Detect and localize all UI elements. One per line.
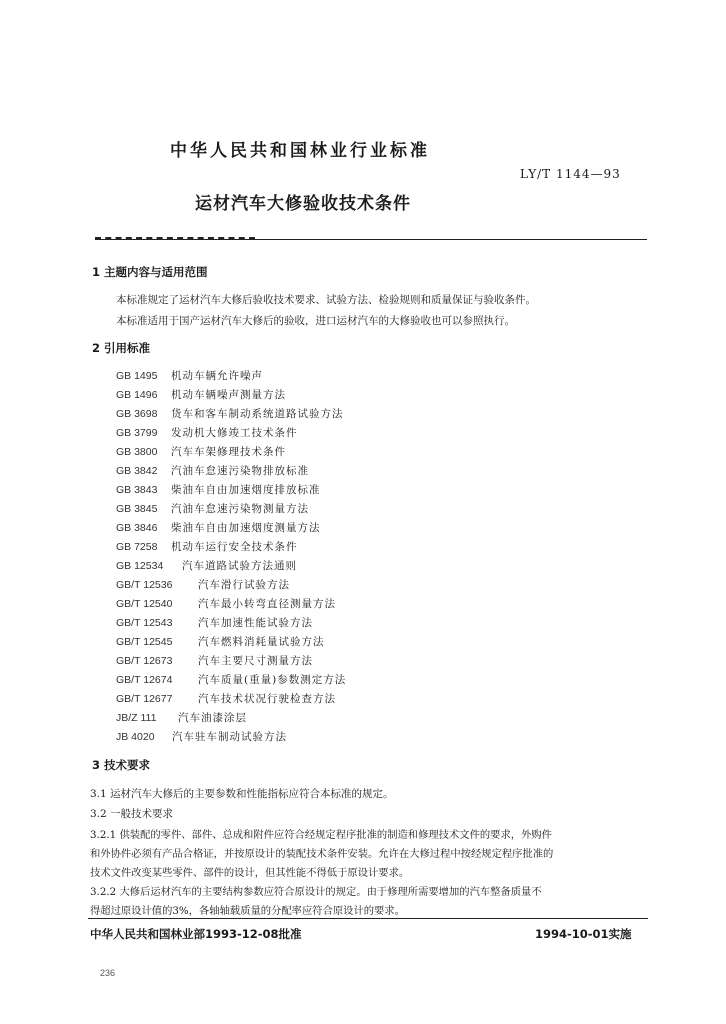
reference-item: [116, 539, 298, 554]
reference-item: [116, 653, 313, 668]
reference-name: 机动车运行安全技术条件: [171, 541, 298, 553]
title-divider: [95, 239, 647, 240]
section-2-heading: 2 引用标准: [92, 341, 151, 355]
reference-code: GB 1496: [116, 389, 158, 401]
clause-3-2-1-line-3: 技术文件改变某些零件、部件的设计，但其性能不得低于原设计要求。: [90, 867, 410, 879]
reference-item: [116, 501, 309, 516]
reference-item: [116, 672, 346, 687]
reference-name: 汽车油漆涂层: [178, 712, 247, 724]
reference-code: GB 3843: [116, 484, 158, 496]
reference-item: [116, 615, 313, 630]
reference-code: JB/Z 111: [116, 712, 157, 724]
reference-name: 汽车道路试验方法通则: [182, 560, 297, 572]
reference-name: 汽车主要尺寸测量方法: [198, 655, 313, 667]
reference-item: [116, 387, 286, 402]
effective-date: 1994-10-01实施: [535, 927, 632, 941]
reference-item: [116, 482, 321, 497]
reference-item: [116, 558, 297, 573]
section-1-heading: 1 主题内容与适用范围: [92, 265, 208, 279]
standard-title: 中华人民共和国林业行业标准: [170, 141, 430, 161]
reference-item: [116, 634, 325, 649]
reference-name: 汽油车怠速污染物测量方法: [171, 503, 309, 515]
reference-name: 柴油车自由加速烟度测量方法: [171, 522, 321, 534]
reference-item: [116, 577, 290, 592]
section-3-heading: 3 技术要求: [92, 758, 151, 772]
reference-code: GB/T 12543: [116, 617, 173, 629]
clause-3-2: 3.2 一般技术要求: [90, 808, 174, 820]
section-1-paragraph-1: 本标准规定了运材汽车大修后验收技术要求、试验方法、检验规则和质量保证与验收条件。: [116, 294, 536, 306]
page-number: 236: [100, 968, 116, 978]
reference-name: 机动车辆允许噪声: [171, 370, 263, 382]
reference-name: 汽油车怠速污染物排放标准: [171, 465, 309, 477]
reference-code: JB 4020: [116, 731, 155, 743]
reference-item: [116, 729, 287, 744]
reference-code: GB/T 12536: [116, 579, 173, 591]
clause-3-2-2-line-1: 3.2.2 大修后运材汽车的主要结构参数应符合原设计的规定。由于修理所需要增加的汽车整备质量不: [90, 886, 542, 898]
reference-code: GB 12534: [116, 560, 164, 572]
reference-code: GB/T 12677: [116, 693, 173, 705]
reference-code: GB 3845: [116, 503, 158, 515]
reference-code: GB/T 12540: [116, 598, 173, 610]
clause-3-2-1-line-1: 3.2.1 供装配的零件、部件、总成和附件应符合经规定程序批准的制造和修理技术文件的要求，外购件: [90, 829, 552, 841]
reference-name: 柴油车自由加速烟度排放标准: [171, 484, 321, 496]
footer-divider: [88, 918, 648, 919]
section-1-paragraph-2: 本标准适用于国产运材汽车大修后的验收，进口运材汽车的大修验收也可以参照执行。: [116, 315, 515, 327]
reference-name: 货车和客车制动系统道路试验方法: [171, 408, 344, 420]
reference-code: GB 3846: [116, 522, 158, 534]
reference-item: [116, 425, 298, 440]
reference-name: 发动机大修竣工技术条件: [171, 427, 298, 439]
standard-code: LY/T 1144—93: [520, 167, 621, 181]
reference-name: 汽车驻车制动试验方法: [172, 731, 287, 743]
reference-name: 汽车车架修理技术条件: [171, 446, 286, 458]
reference-code: GB 1495: [116, 370, 158, 382]
reference-code: GB 3799: [116, 427, 158, 439]
clause-3-2-1-line-2: 和外协件必须有产品合格证，并按原设计的装配技术条件安装。允许在大修过程中按经规定程序批准的: [90, 848, 554, 860]
reference-item: [116, 368, 263, 383]
reference-code: GB 3800: [116, 446, 158, 458]
reference-code: GB/T 12674: [116, 674, 173, 686]
reference-item: [116, 406, 344, 421]
reference-name: 汽车技术状况行驶检查方法: [198, 693, 336, 705]
reference-name: 汽车最小转弯直径测量方法: [198, 598, 336, 610]
reference-code: GB/T 12673: [116, 655, 173, 667]
reference-name: 汽车加速性能试验方法: [198, 617, 313, 629]
document-title: 运材汽车大修验收技术条件: [195, 194, 411, 214]
reference-item: [116, 444, 286, 459]
reference-code: GB 3842: [116, 465, 158, 477]
reference-code: GB/T 12545: [116, 636, 173, 648]
reference-name: 汽车滑行试验方法: [198, 579, 290, 591]
approval-date: 中华人民共和国林业部1993-12-08批准: [90, 927, 302, 941]
reference-code: GB 7258: [116, 541, 158, 553]
reference-item: [116, 691, 336, 706]
reference-item: [116, 710, 247, 725]
reference-name: 汽车质量(重量)参数测定方法: [198, 674, 347, 686]
reference-item: [116, 596, 336, 611]
clause-3-2-2-line-2: 得超过原设计值的3%，各轴轴载质量的分配率应符合原设计的要求。: [90, 905, 405, 917]
reference-item: [116, 463, 309, 478]
reference-name: 汽车燃料消耗量试验方法: [198, 636, 325, 648]
reference-code: GB 3698: [116, 408, 158, 420]
clause-3-1: 3.1 运材汽车大修后的主要参数和性能指标应符合本标准的规定。: [90, 788, 394, 800]
reference-item: [116, 520, 321, 535]
reference-name: 机动车辆噪声测量方法: [171, 389, 286, 401]
